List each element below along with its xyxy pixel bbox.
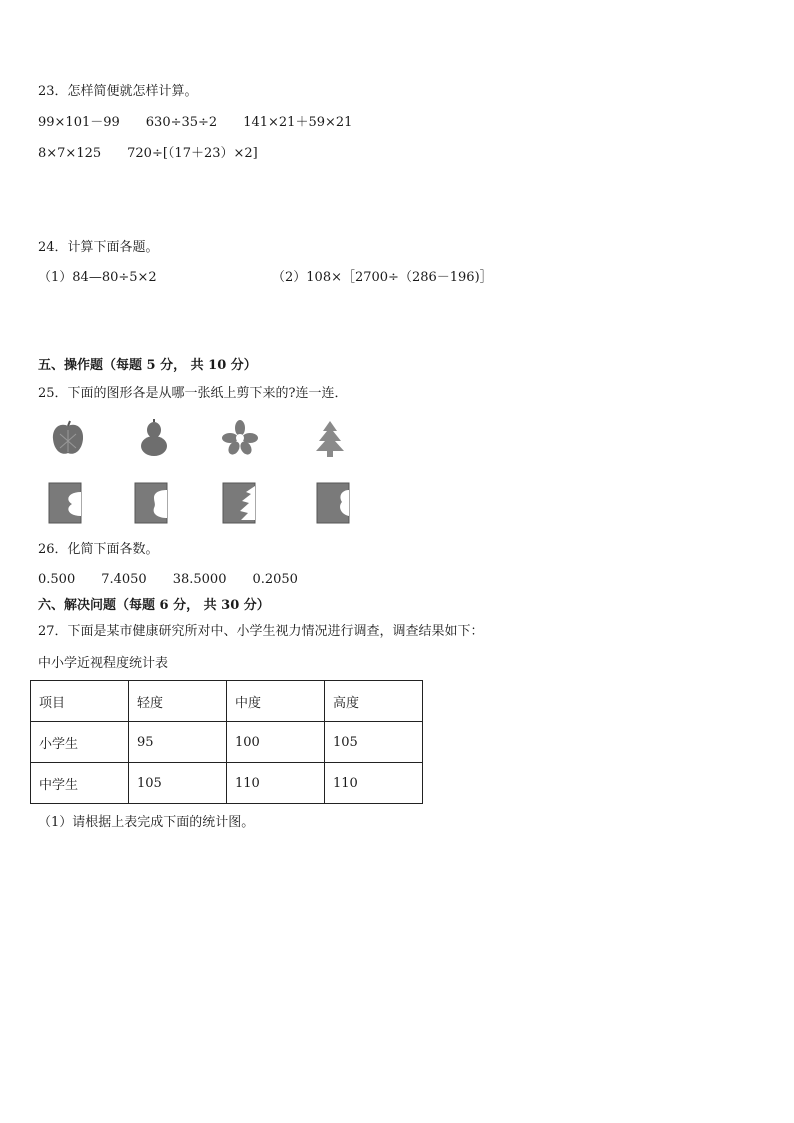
table-cell: 105 — [325, 722, 423, 763]
table-caption: 中小学近视程度统计表 — [38, 656, 169, 671]
q26-numbers: 0.500 7.4050 38.5000 0.2050 — [38, 572, 298, 587]
table-cell: 110 — [227, 763, 325, 804]
folded-paper-d-icon — [316, 482, 350, 524]
flower-cutout-icon — [222, 420, 258, 456]
q23-row2: 8×7×125 720÷[（17＋23）×2] — [38, 146, 258, 161]
q27-sub1: （1）请根据上表完成下面的统计图。 — [38, 815, 255, 830]
table-row — [31, 763, 423, 804]
q23-title: 23．怎样简便就怎样计算。 — [38, 84, 198, 99]
table-header-cell: 轻度 — [129, 681, 227, 722]
folded-paper-c-icon — [222, 482, 256, 524]
myopia-table — [30, 680, 423, 804]
table-header-cell: 项目 — [31, 681, 129, 722]
table-header-cell: 高度 — [325, 681, 423, 722]
q26-title: 26．化简下面各数。 — [38, 542, 159, 557]
q24-part2: （2）108×［2700÷（286－196)］ — [272, 270, 493, 285]
table-row — [31, 722, 423, 763]
table-cell: 100 — [227, 722, 325, 763]
q25-title: 25．下面的图形各是从哪一张纸上剪下来的?连一连． — [38, 386, 348, 401]
table-header-row — [31, 681, 423, 722]
table-cell: 95 — [129, 722, 227, 763]
table-cell: 105 — [129, 763, 227, 804]
table-cell: 小学生 — [31, 722, 129, 763]
q27-title: 27．下面是某市健康研究所对中、小学生视力情况进行调查，调查结果如下： — [38, 624, 484, 639]
tree-cutout-icon — [314, 420, 346, 458]
q24-title: 24．计算下面各题。 — [38, 240, 159, 255]
section-5-heading: 五、操作题（每题 5 分， 共 10 分） — [38, 358, 257, 373]
table-header-cell: 中度 — [227, 681, 325, 722]
apple-cutout-icon — [50, 420, 86, 458]
q24-part1: （1）84—80÷5×2 — [38, 270, 157, 285]
table-cell: 中学生 — [31, 763, 129, 804]
folded-paper-a-icon — [48, 482, 82, 524]
gourd-cutout-icon — [138, 418, 170, 458]
q23-row1: 99×101－99 630÷35÷2 141×21＋59×21 — [38, 115, 353, 130]
table-cell: 110 — [325, 763, 423, 804]
section-6-heading: 六、解决问题（每题 6 分， 共 30 分） — [38, 598, 270, 613]
folded-paper-b-icon — [134, 482, 168, 524]
